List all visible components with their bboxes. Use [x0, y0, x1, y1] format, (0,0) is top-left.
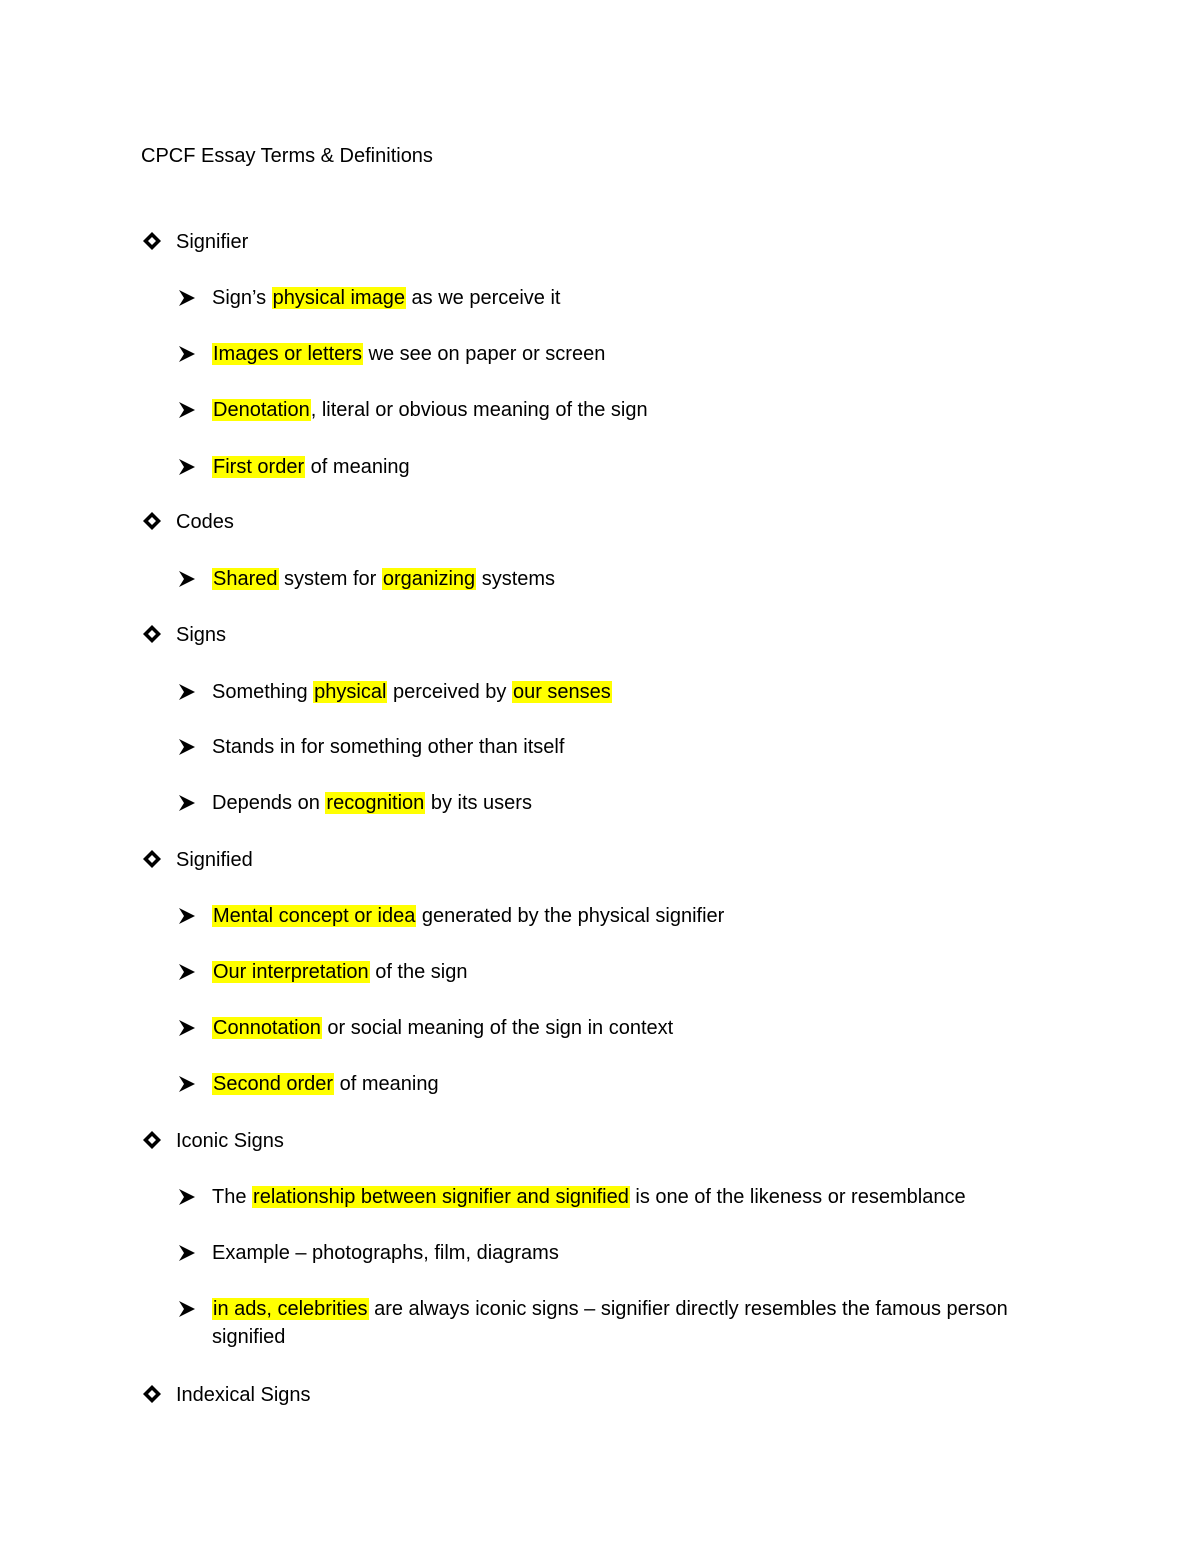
- definition-point: [212, 565, 555, 593]
- term-heading: Signifier: [176, 231, 249, 253]
- diamond-bullet-icon: [142, 511, 162, 531]
- definition-point: [212, 453, 410, 481]
- text-segment: as we perceive it: [405, 287, 561, 309]
- arrowhead-bullet-icon: [177, 1074, 197, 1094]
- text-segment: we see on paper or screen: [362, 343, 606, 365]
- term-heading: Codes: [176, 511, 234, 533]
- arrowhead-bullet-icon: [177, 569, 197, 589]
- arrowhead-bullet-icon: [177, 1243, 197, 1263]
- highlighted-text: relationship between signifier and signified: [253, 1186, 629, 1208]
- arrowhead-bullet-icon: [177, 906, 197, 926]
- text-segment: Stands in for something other than itself: [212, 736, 565, 758]
- arrowhead-bullet-icon: [177, 1299, 197, 1319]
- text-segment: generated by the physical signifier: [416, 905, 725, 927]
- definition-point: [212, 1070, 439, 1098]
- definition-point: [212, 396, 648, 424]
- text-segment: of meaning: [305, 456, 410, 478]
- text-segment: Example – photographs, film, diagrams: [212, 1242, 559, 1264]
- highlighted-text: Shared: [213, 568, 278, 590]
- diamond-bullet-icon: [142, 1130, 162, 1150]
- highlighted-text: Second order: [213, 1073, 334, 1095]
- definition-point: [212, 1239, 559, 1267]
- arrowhead-bullet-icon: [177, 457, 197, 477]
- text-segment: system for: [278, 568, 382, 590]
- highlighted-text: our senses: [512, 681, 611, 703]
- highlighted-text: First order: [213, 456, 305, 478]
- definition-point: [212, 284, 560, 312]
- highlighted-text: organizing: [382, 568, 476, 590]
- text-segment: by its users: [425, 792, 532, 814]
- text-segment: perceived by: [387, 681, 512, 703]
- highlighted-text: in ads, celebrities: [213, 1298, 368, 1320]
- diamond-bullet-icon: [142, 624, 162, 644]
- arrowhead-bullet-icon: [177, 1187, 197, 1207]
- highlighted-text: Connotation: [213, 1017, 321, 1039]
- term-heading: Indexical Signs: [176, 1384, 311, 1406]
- text-segment: of the sign: [369, 961, 468, 983]
- term-heading: Signified: [176, 849, 253, 871]
- term-heading: Iconic Signs: [176, 1130, 284, 1152]
- definition-point: [212, 958, 467, 986]
- highlighted-text: Our interpretation: [213, 961, 369, 983]
- diamond-bullet-icon: [142, 231, 162, 251]
- diamond-bullet-icon: [142, 1384, 162, 1404]
- definition-point: [212, 733, 564, 761]
- text-segment: , literal or obvious meaning of the sign: [310, 399, 648, 421]
- arrowhead-bullet-icon: [177, 962, 197, 982]
- arrowhead-bullet-icon: [177, 288, 197, 308]
- text-segment: Sign’s: [212, 287, 272, 309]
- highlighted-text: Denotation: [213, 399, 310, 421]
- highlighted-text: Images or letters: [213, 343, 362, 365]
- text-segment: Depends on: [212, 792, 326, 814]
- diamond-bullet-icon: [142, 849, 162, 869]
- text-segment: of meaning: [334, 1073, 439, 1095]
- definition-point: [212, 902, 724, 930]
- definition-point: [212, 789, 532, 817]
- text-segment: systems: [476, 568, 556, 590]
- definition-point: [212, 1183, 1082, 1211]
- definition-point: [212, 340, 605, 368]
- document-title: CPCF Essay Terms & Definitions: [141, 145, 433, 167]
- arrowhead-bullet-icon: [177, 737, 197, 757]
- arrowhead-bullet-icon: [177, 1018, 197, 1038]
- text-segment: is one of the likeness or resemblance: [629, 1186, 966, 1208]
- highlighted-text: physical image: [272, 287, 405, 309]
- highlighted-text: physical: [314, 681, 387, 703]
- arrowhead-bullet-icon: [177, 344, 197, 364]
- highlighted-text: Mental concept or idea: [213, 905, 416, 927]
- arrowhead-bullet-icon: [177, 682, 197, 702]
- definition-point: [212, 678, 612, 706]
- arrowhead-bullet-icon: [177, 793, 197, 813]
- term-heading: Signs: [176, 624, 227, 646]
- text-segment: are always iconic signs – signifier directly resembles the famous person signified: [212, 1298, 1008, 1348]
- text-segment: The: [212, 1186, 253, 1208]
- highlighted-text: recognition: [326, 792, 425, 814]
- arrowhead-bullet-icon: [177, 400, 197, 420]
- definition-point: [212, 1014, 673, 1042]
- text-segment: Something: [212, 681, 314, 703]
- definition-point: [212, 1295, 1082, 1351]
- text-segment: or social meaning of the sign in context: [321, 1017, 674, 1039]
